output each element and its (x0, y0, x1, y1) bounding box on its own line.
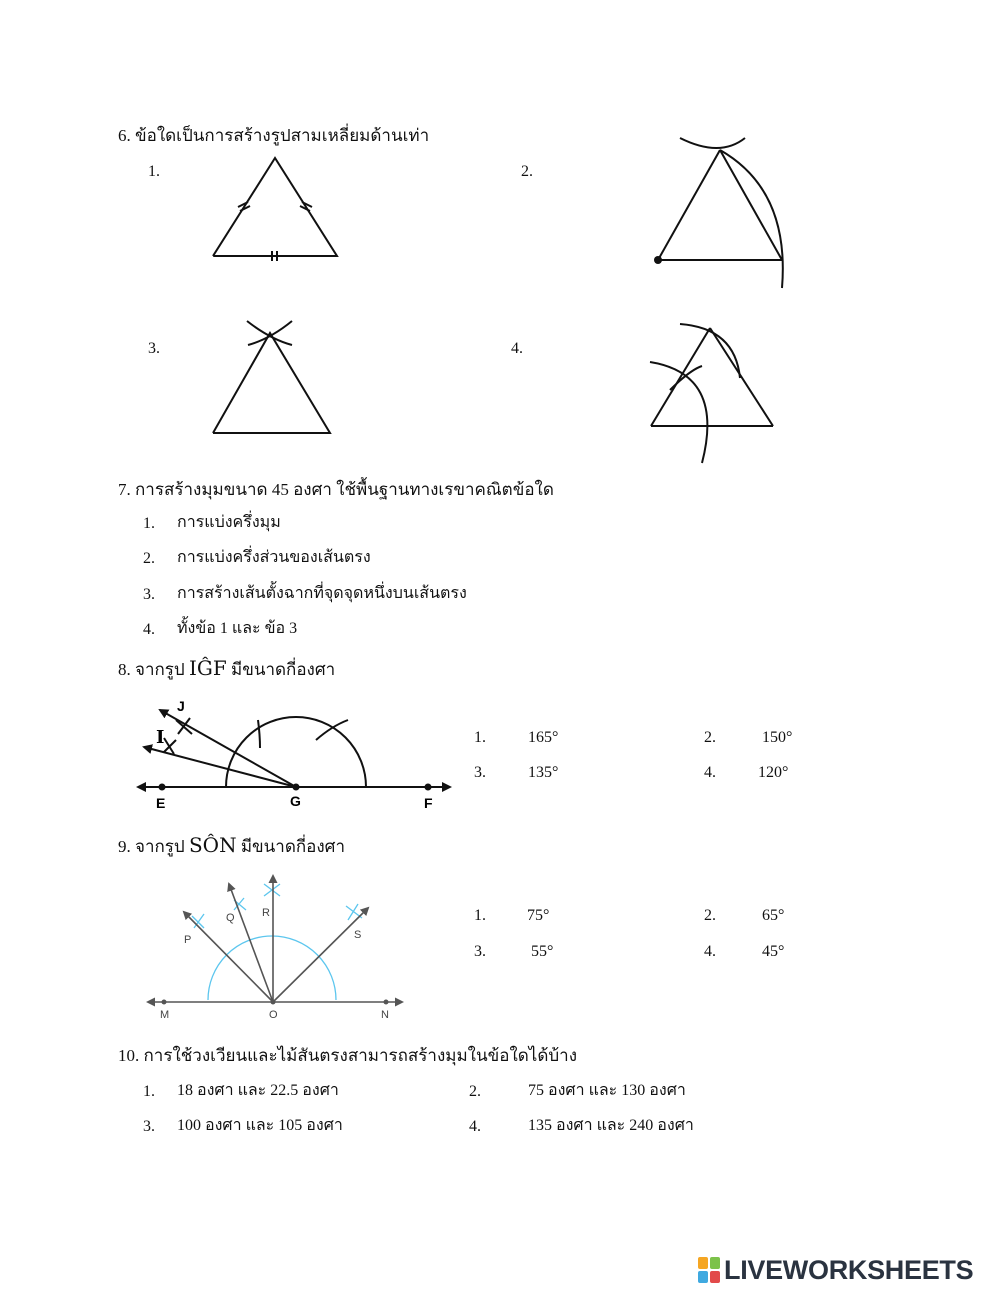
q7-choice-1-text: การแบ่งครึ่งมุม (177, 514, 281, 531)
q6-choice-3-number: 3. (148, 340, 160, 357)
q10-choice-4-number: 4. (469, 1118, 481, 1135)
liveworksheets-logo (698, 1256, 973, 1284)
liveworksheets-brand-name: LIVEWORKSHEETS (724, 1254, 974, 1285)
q9-prefix: 9. จากรูป (118, 837, 185, 856)
q9-choice-1-number: 1. (474, 907, 486, 924)
q9-label-o: O (269, 1009, 278, 1021)
q10-choice-2-number: 2. (469, 1083, 481, 1100)
q6-question: 6. ข้อใดเป็นการสร้างรูปสามเหลี่ยมด้านเท่า (118, 126, 430, 145)
q9-angle: SÔN (188, 833, 237, 857)
q8-choice-3-number: 3. (474, 764, 486, 781)
q9-choice-4-value: 45° (762, 943, 785, 960)
q8-label-e: E (156, 795, 166, 811)
q8-choice-1-number: 1. (474, 729, 486, 746)
q8-choice-4-value: 120° (758, 764, 789, 781)
q9-choice-2-value: 65° (762, 907, 785, 924)
q8-label-g: G (290, 793, 301, 809)
q9-label-q: Q (226, 912, 235, 924)
q7-choice-4-number: 4. (143, 621, 155, 638)
q9-label-s: S (354, 929, 362, 941)
q10-choice-1-number: 1. (143, 1083, 155, 1100)
q7-choice-4-text: ทั้งข้อ 1 และ ข้อ 3 (177, 620, 298, 637)
q9-choice-2-number: 2. (704, 907, 716, 924)
q8-choice-2-value: 150° (762, 729, 793, 746)
q9-choice-3-number: 3. (474, 943, 486, 960)
q7-choice-2-text: การแบ่งครึ่งส่วนของเส้นตรง (177, 549, 371, 566)
q8-choice-3-value: 135° (528, 764, 559, 781)
q8-label-i: I (156, 727, 165, 748)
q7-choice-3-number: 3. (143, 586, 155, 603)
q9-label-r: R (262, 907, 270, 919)
q8-prefix: 8. จากรูป (118, 660, 185, 679)
q7-choice-2-number: 2. (143, 550, 155, 567)
q10-choice-1-text: 18 องศา และ 22.5 องศา (177, 1082, 339, 1099)
q7-choice-3-text: การสร้างเส้นตั้งฉากที่จุดจุดหนึ่งบนเส้นตรง (177, 585, 467, 602)
q7-choice-1-number: 1. (143, 515, 155, 532)
q6-figure-2-construction (640, 130, 800, 290)
q8-choice-4-number: 4. (704, 764, 716, 781)
q8-choice-2-number: 2. (704, 729, 716, 746)
q6-figure-4-construction (640, 318, 800, 468)
q9-choice-1-value: 75° (527, 907, 550, 924)
q8-label-f: F (424, 795, 433, 811)
q6-choice-1-number: 1. (148, 163, 160, 180)
q10-choice-3-number: 3. (143, 1118, 155, 1135)
q8-label-j: J (177, 698, 185, 714)
q8-suffix: มีขนาดกี่องศา (231, 660, 336, 679)
q9-choice-4-number: 4. (704, 943, 716, 960)
q10-choice-4-text: 135 องศา และ 240 องศา (528, 1117, 694, 1134)
q10-choice-2-text: 75 องศา และ 130 องศา (528, 1082, 686, 1099)
q6-choice-2-number: 2. (521, 163, 533, 180)
q9-choice-3-value: 55° (531, 943, 554, 960)
q6-choice-4-number: 4. (511, 340, 523, 357)
q9-label-p: P (184, 934, 192, 946)
q8-choice-1-value: 165° (528, 729, 559, 746)
q6-figure-3-construction (200, 315, 350, 440)
q8-angle: IĜF (188, 656, 227, 680)
q9-figure-angle-construction (140, 870, 415, 1025)
q6-figure-1-triangle (200, 150, 350, 270)
q7-question: 7. การสร้างมุมขนาด 45 องศา ใช้พื้นฐานทางเรขาคณิตข้อใด (118, 480, 554, 499)
q10-choice-3-text: 100 องศา และ 105 องศา (177, 1117, 343, 1134)
q10-question: 10. การใช้วงเวียนและไม้สันตรงสามารถสร้างมุมในข้อใดได้บ้าง (118, 1046, 578, 1065)
q8-figure-angle-construction (110, 690, 460, 815)
q9-label-n: N (381, 1009, 389, 1021)
q8-question (118, 658, 335, 678)
liveworksheets-logo-icon (698, 1257, 720, 1283)
q9-label-m: M (160, 1009, 170, 1021)
q9-question (118, 835, 345, 855)
q9-suffix: มีขนาดกี่องศา (240, 837, 346, 856)
